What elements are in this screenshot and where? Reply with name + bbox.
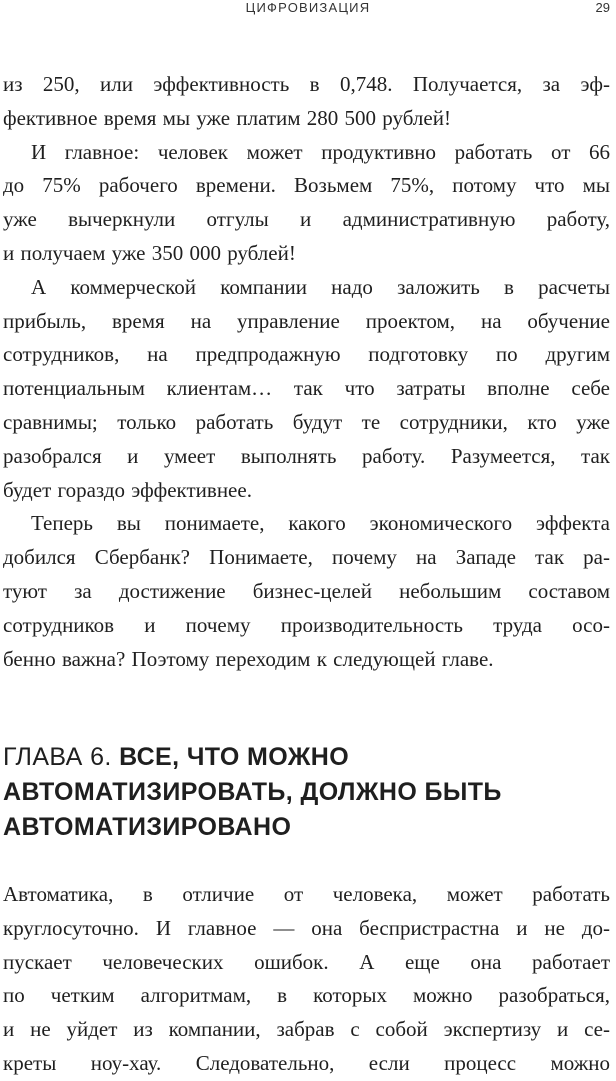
running-header [0,0,616,18]
text-line: фективное время мы уже платим 280 500 рублей! [3,105,451,130]
chapter-title-line: АВТОМАТИЗИРОВАТЬ, ДОЛЖНО БЫТЬ [3,778,502,806]
paragraph-start-line: И главное: человек может продуктивно работать от 66 [31,139,610,164]
text-line: уже вычеркнули отгулы и административную работу, [3,207,610,232]
text-line: креты ноу-хау. Следовательно, если процесс можно [3,1050,610,1075]
chapter-title-line: ВСЕ, ЧТО МОЖНО [119,743,350,771]
text-line: бенно важна? Поэтому переходим к следующей главе. [3,646,494,671]
body-text-top [3,68,610,676]
text-line: потенциальным клиентам… так что затраты вполне себе [3,376,610,401]
text-line: сотрудников, на предпродажную подготовку по другим [3,342,610,367]
running-title: ЦИФРОВИЗАЦИЯ [245,0,371,15]
text-line: разобрался и умеет выполнять работу. Разумеется, так [3,443,610,468]
page-number: 29 [595,0,610,15]
text-line: прибыль, время на управление проектом, на обучение [3,308,610,333]
text-line: пускает человеческих ошибок. А еще она работает [3,949,610,974]
text-line: сравнимы; только работать будут те сотрудники, кто уже [3,409,610,434]
body-text-bottom [3,878,610,1081]
text-line: добился Сбербанк? Понимаете, почему на Западе так ра- [3,545,610,570]
text-line: будет гораздо эффективнее. [3,477,252,502]
text-line: и не уйдет из компании, забрав с собой экспертизу и се- [3,1017,610,1042]
chapter-label: ГЛАВА 6. [3,743,112,771]
text-line: круглосуточно. И главное — она беспристрастна и не до- [3,915,610,940]
paragraph-start-line: А коммерческой компании надо заложить в расчеты [31,274,610,299]
text-line: из 250, или эффективность в 0,748. Получается, за эф- [3,72,610,96]
chapter-heading [3,740,610,845]
text-line: туют за достижение бизнес-целей небольшим составом [3,578,610,603]
chapter-title-line: АВТОМАТИЗИРОВАНО [3,813,292,841]
text-line: по четким алгоритмам, в которых можно разобраться, [3,983,610,1008]
text-line: и получаем уже 350 000 рублей! [3,240,296,265]
paragraph-start-line: Теперь вы понимаете, какого экономического эффекта [31,511,610,536]
text-line: сотрудников и почему производительность труда осо- [3,612,610,637]
text-line: до 75% рабочего времени. Возьмем 75%, потому что мы [3,173,610,198]
text-line: Автоматика, в отличие от человека, может работать [3,882,610,906]
